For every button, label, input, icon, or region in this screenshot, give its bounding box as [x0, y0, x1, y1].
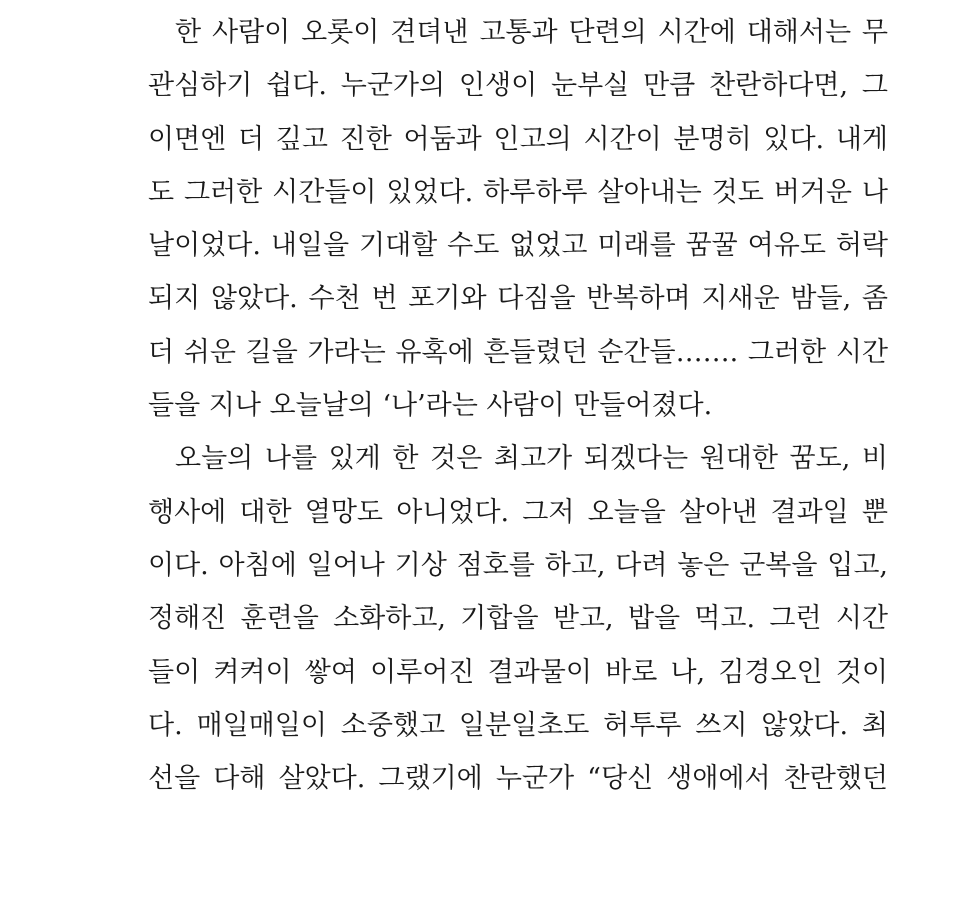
text-line: 오늘의 나를 있게 한 것은 최고가 되겠다는 원대한 꿈도, 비	[175, 443, 888, 475]
text-line: 들을 지나 오늘날의 ‘나’라는 사람이 만들어졌다.	[148, 390, 713, 422]
text-line: 되지 않았다. 수천 번 포기와 다짐을 반복하며 지새운 밤들, 좀	[148, 283, 888, 315]
paragraph-1	[148, 6, 888, 432]
text-line: 다. 매일매일이 소중했고 일분일초도 허투루 쓰지 않았다. 최	[148, 709, 888, 741]
text-line: 관심하기 쉽다. 누군가의 인생이 눈부실 만큼 찬란하다면, 그	[148, 70, 888, 102]
text-line: 들이 켜켜이 쌓여 이루어진 결과물이 바로 나, 김경오인 것이	[148, 656, 888, 688]
text-line: 이다. 아침에 일어나 기상 점호를 하고, 다려 놓은 군복을 입고,	[148, 549, 888, 581]
text-line: 날이었다. 내일을 기대할 수도 없었고 미래를 꿈꿀 여유도 허락	[148, 230, 888, 262]
body-text	[148, 6, 888, 805]
text-line: 선을 다해 살았다. 그랬기에 누군가 “당신 생애에서 찬란했던	[148, 763, 888, 795]
text-line: 행사에 대한 열망도 아니었다. 그저 오늘을 살아낸 결과일 뿐	[148, 496, 888, 528]
text-line: 도 그러한 시간들이 있었다. 하루하루 살아내는 것도 버거운 나	[148, 176, 888, 208]
paragraph-2	[148, 432, 888, 805]
text-line: 정해진 훈련을 소화하고, 기합을 받고, 밥을 먹고. 그런 시간	[148, 603, 888, 635]
text-line: 이면엔 더 깊고 진한 어둠과 인고의 시간이 분명히 있다. 내게	[148, 123, 888, 155]
text-line: 더 쉬운 길을 가라는 유혹에 흔들렸던 순간들……. 그러한 시간	[148, 336, 888, 368]
text-line: 한 사람이 오롯이 견뎌낸 고통과 단련의 시간에 대해서는 무	[175, 17, 888, 48]
